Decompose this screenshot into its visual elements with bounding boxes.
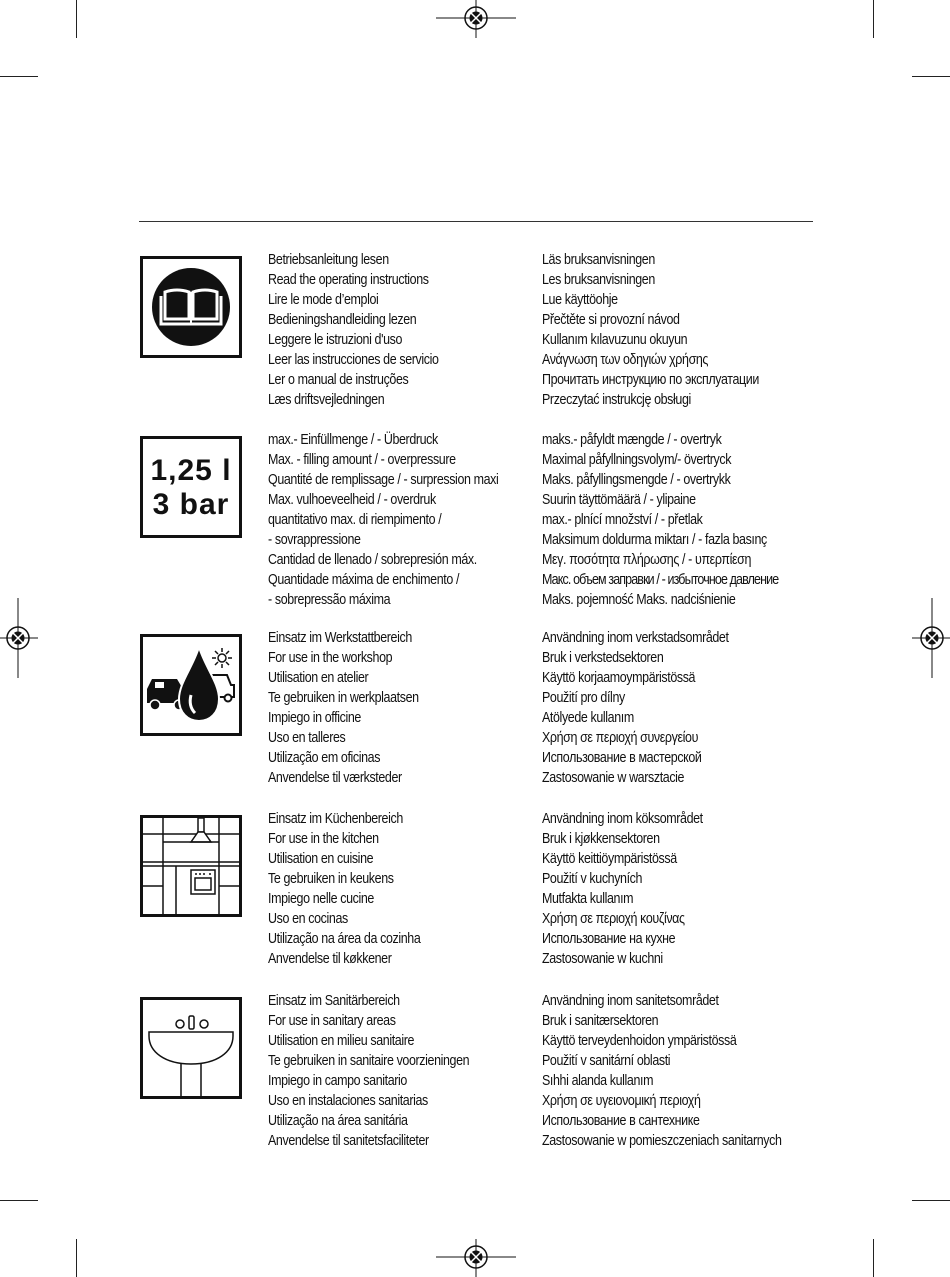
text-line: Использование в сантехнике [542,1113,700,1129]
crop-mark [873,1239,874,1277]
text-line: Lire le mode d’emploi [268,292,379,308]
text-column-right [542,809,703,969]
text-line: Quantité de remplissage / - surpression maxi [268,472,499,488]
text-line: Utilização na área da cozinha [268,931,421,947]
text-line: Použití v sanitární oblasti [542,1053,671,1069]
text-line: Te gebruiken in keukens [268,871,394,887]
text-line: Användning inom verkstadsområdet [542,630,729,646]
text-line: Bedieningshandleiding lezen [268,312,417,328]
registration-mark-icon [436,0,516,38]
capacity-pressure-icon [140,436,242,538]
text-line: Atölyede kullanım [542,710,634,726]
capacity-label: 1,25 l [150,454,232,487]
text-line: Utilisation en cuisine [268,851,374,867]
text-line: Te gebruiken in sanitaire voorzieningen [268,1053,470,1069]
text-column-right [542,628,729,788]
text-line: Использование на кухне [542,931,676,947]
text-line: Användning inom sanitetsområdet [542,993,719,1009]
text-line: Lue käyttöohje [542,292,618,308]
text-line: Utilisation en milieu sanitaire [268,1033,415,1049]
text-line: Suurin täyttömäärä / - ylipaine [542,492,696,508]
text-line: Μεγ. ποσότητα πλήρωσης / - υπερπίεση [542,552,752,568]
text-line: Impiego nelle cucine [268,891,374,907]
text-line: Maximal påfyllningsvolym/- övertryck [542,452,732,468]
sanitary-sink-icon [140,997,242,1099]
crop-mark [0,1200,38,1201]
text-line: Bruk i sanitærsektoren [542,1013,659,1029]
text-line: Uso en talleres [268,730,346,746]
text-line: Käyttö korjaamoympäristössä [542,670,696,686]
text-line: Sıhhi alanda kullanım [542,1073,654,1089]
text-line: Einsatz im Küchenbereich [268,811,403,827]
text-line: Te gebruiken in werkplaatsen [268,690,419,706]
text-line: max.- Einfüllmenge / - Überdruck [268,432,438,448]
registration-mark-icon [912,598,950,678]
text-line: - sobrepressão máxima [268,592,391,608]
text-line: Leggere le istruzioni d'uso [268,332,403,348]
text-line: Läs bruksanvisningen [542,252,655,268]
text-line: Макс. объем заправки / - избыточное давление [542,572,779,588]
text-column-right [542,430,778,610]
text-line: Cantidad de llenado / sobrepresión máx. [268,552,477,568]
workshop-car-drop-icon [140,634,242,736]
crop-mark [873,0,874,38]
text-line: For use in the kitchen [268,831,379,847]
text-line: Læs driftsvejledningen [268,392,385,408]
pressure-label: 3 bar [152,488,230,521]
text-line: Uso en cocinas [268,911,348,927]
text-line: Betriebsanleitung lesen [268,252,389,268]
text-line: Utilização em oficinas [268,750,381,766]
text-line: Uso en instalaciones sanitarias [268,1093,428,1109]
text-column-left [268,809,420,969]
text-line: Impiego in officine [268,710,361,726]
text-line: Anvendelse til sanitetsfaciliteter [268,1133,429,1149]
crop-mark [0,76,38,77]
text-line: Einsatz im Sanitärbereich [268,993,400,1009]
text-line: Przeczytać instrukcję obsługi [542,392,691,408]
text-line: Maksimum doldurma miktarı / - fazla basınç [542,532,767,548]
text-line: max.- plnící množství / - přetlak [542,512,703,528]
text-line: Χρήση σε περιοχή κουζίνας [542,911,685,927]
text-line: Leer las instrucciones de servicio [268,352,439,368]
text-line: Χρήση σε περιοχή συνεργείου [542,730,699,746]
text-line: Zastosowanie w warsztacie [542,770,685,786]
kitchen-icon [140,815,242,917]
text-line: Max. - filling amount / - overpressure [268,452,456,468]
text-line: Použití v kuchyních [542,871,643,887]
text-line: Ler o manual de instruções [268,372,409,388]
text-column-left [268,628,419,788]
text-column-left [268,991,469,1151]
text-column-left [268,250,439,410]
text-line: Anvendelse til værksteder [268,770,402,786]
text-line: Einsatz im Werkstattbereich [268,630,412,646]
text-line: Zastosowanie w kuchni [542,951,663,967]
text-line: maks.- påfyldt mængde / - overtryk [542,432,722,448]
text-line: Quantidade máxima de enchimento / [268,572,460,588]
crop-mark [912,1200,950,1201]
text-line: Användning inom köksområdet [542,811,703,827]
text-line: Прочитать инструкцию по эксплуатации [542,372,759,388]
text-column-right [542,991,782,1151]
crop-mark [76,1239,77,1277]
text-line: Kullanım kılavuzunu okuyun [542,332,688,348]
text-line: Ανάγνωση των οδηγιών χρήσης [542,352,709,368]
header-rule [139,221,813,222]
text-line: Anvendelse til køkkener [268,951,392,967]
crop-mark [76,0,77,38]
text-column-left [268,430,498,610]
text-line: Maks. påfyllingsmengde / - overtrykk [542,472,731,488]
text-line: Χρήση σε υγειονομική περιοχή [542,1093,701,1109]
text-line: Käyttö keittiöympäristössä [542,851,677,867]
crop-mark [912,76,950,77]
text-line: Impiego in campo sanitario [268,1073,407,1089]
text-line: quantitativo max. di riempimento / [268,512,442,528]
text-line: Bruk i verkstedsektoren [542,650,664,666]
registration-mark-icon [0,598,38,678]
manual-book-icon [140,256,242,358]
text-line: For use in the workshop [268,650,393,666]
text-line: Maks. pojemność Maks. nadciśnienie [542,592,736,608]
text-line: Přečtěte si provozní návod [542,312,680,328]
text-line: Zastosowanie w pomieszczeniach sanitarnych [542,1133,782,1149]
text-column-right [542,250,759,410]
text-line: Použití pro dílny [542,690,625,706]
text-line: Max. vulhoeveelheid / - overdruk [268,492,436,508]
text-line: Utilização na área sanitária [268,1113,408,1129]
text-line: Read the operating instructions [268,272,429,288]
text-line: Использование в мастерской [542,750,702,766]
text-line: Mutfakta kullanım [542,891,634,907]
text-line: Les bruksanvisningen [542,272,655,288]
registration-mark-icon [436,1239,516,1277]
text-line: - sovrappressione [268,532,361,548]
text-line: Bruk i kjøkkensektoren [542,831,660,847]
text-line: Käyttö terveydenhoidon ympäristössä [542,1033,737,1049]
text-line: Utilisation en atelier [268,670,369,686]
text-line: For use in sanitary areas [268,1013,396,1029]
